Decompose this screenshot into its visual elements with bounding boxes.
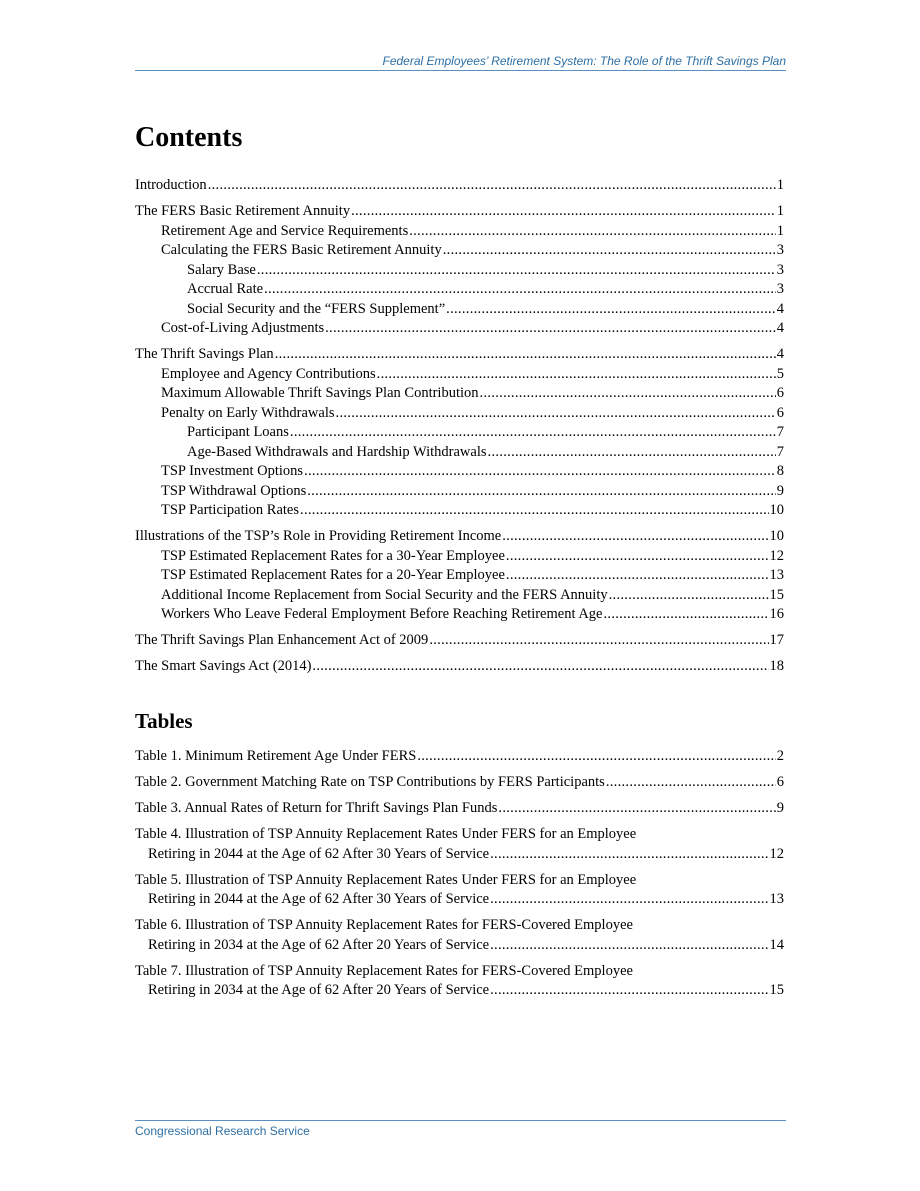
toc-entry-introduction[interactable]: Introduction ..... 1 xyxy=(135,176,784,196)
toc-entry-maximum-contribution[interactable]: Maximum Allowable Thrift Savings Plan Contribution ..... 6 xyxy=(135,384,784,404)
tables-list xyxy=(135,747,784,1001)
toc-entry-participant-loans[interactable]: Participant Loans ..... 7 xyxy=(135,423,784,443)
contents-list xyxy=(135,176,784,677)
toc-entry-withdrawal-options[interactable]: TSP Withdrawal Options ..... 9 xyxy=(135,482,784,502)
toc-entry-cola[interactable]: Cost-of-Living Adjustments ..... 4 xyxy=(135,319,784,339)
running-header: Federal Employees’ Retirement System: The Role of the Thrift Savings Plan xyxy=(135,54,786,71)
footer-publisher: Congressional Research Service xyxy=(135,1120,786,1138)
contents-heading: Contents xyxy=(135,122,243,153)
toc-entry-accrual-rate[interactable]: Accrual Rate ..... 3 xyxy=(135,280,784,300)
toc-entry-investment-options[interactable]: TSP Investment Options ..... 8 xyxy=(135,462,784,482)
table-entry-7[interactable]: Table 7. Illustration of TSP Annuity Replacement Rates for FERS-Covered Employee Retiring in 2034 at the Age of 62 After 20 Years of Service ..... 15 xyxy=(135,962,784,1001)
toc-entry-early-withdrawal-penalty[interactable]: Penalty on Early Withdrawals ..... 6 xyxy=(135,404,784,424)
table-entry-5[interactable]: Table 5. Illustration of TSP Annuity Replacement Rates Under FERS for an Employee Retiring in 2044 at the Age of 62 After 30 Years of Service ..... 13 xyxy=(135,871,784,910)
toc-entry-calculating-annuity[interactable]: Calculating the FERS Basic Retirement Annuity ..... 3 xyxy=(135,241,784,261)
toc-entry-smart-savings-act[interactable]: The Smart Savings Act (2014) ..... 18 xyxy=(135,657,784,677)
table-entry-4[interactable]: Table 4. Illustration of TSP Annuity Replacement Rates Under FERS for an Employee Retiring in 2044 at the Age of 62 After 30 Years of Service ..... 12 xyxy=(135,825,784,864)
toc-entry-20-year-employee[interactable]: TSP Estimated Replacement Rates for a 20-Year Employee ..... 13 xyxy=(135,566,784,586)
toc-entry-fers-supplement[interactable]: Social Security and the “FERS Supplement” ..... 4 xyxy=(135,300,784,320)
toc-entry-30-year-employee[interactable]: TSP Estimated Replacement Rates for a 30-Year Employee ..... 12 xyxy=(135,547,784,567)
table-entry-6[interactable]: Table 6. Illustration of TSP Annuity Replacement Rates for FERS-Covered Employee Retiring in 2034 at the Age of 62 After 20 Years of Service ..... 14 xyxy=(135,916,784,955)
toc-entry-contributions[interactable]: Employee and Agency Contributions ..... 5 xyxy=(135,365,784,385)
tables-heading: Tables xyxy=(135,709,193,733)
toc-entry-retirement-age[interactable]: Retirement Age and Service Requirements ..... 1 xyxy=(135,222,784,242)
toc-entry-illustrations[interactable]: Illustrations of the TSP’s Role in Providing Retirement Income ..... 10 xyxy=(135,527,784,547)
toc-entry-workers-who-leave[interactable]: Workers Who Leave Federal Employment Before Reaching Retirement Age ..... 16 xyxy=(135,605,784,625)
toc-entry-age-based-withdrawals[interactable]: Age-Based Withdrawals and Hardship Withdrawals ..... 7 xyxy=(135,443,784,463)
table-entry-1[interactable]: Table 1. Minimum Retirement Age Under FERS ..... 2 xyxy=(135,747,784,767)
toc-entry-thrift-savings-plan[interactable]: The Thrift Savings Plan ..... 4 xyxy=(135,345,784,365)
toc-entry-enhancement-act[interactable]: The Thrift Savings Plan Enhancement Act of 2009 ..... 17 xyxy=(135,631,784,651)
toc-entry-additional-income[interactable]: Additional Income Replacement from Social Security and the FERS Annuity ..... 15 xyxy=(135,586,784,606)
table-entry-3[interactable]: Table 3. Annual Rates of Return for Thrift Savings Plan Funds ..... 9 xyxy=(135,799,784,819)
toc-entry-fers-basic-annuity[interactable]: The FERS Basic Retirement Annuity ..... 1 xyxy=(135,202,784,222)
table-entry-2[interactable]: Table 2. Government Matching Rate on TSP Contributions by FERS Participants ..... 6 xyxy=(135,773,784,793)
toc-entry-participation-rates[interactable]: TSP Participation Rates ..... 10 xyxy=(135,501,784,521)
toc-entry-salary-base[interactable]: Salary Base ..... 3 xyxy=(135,261,784,281)
